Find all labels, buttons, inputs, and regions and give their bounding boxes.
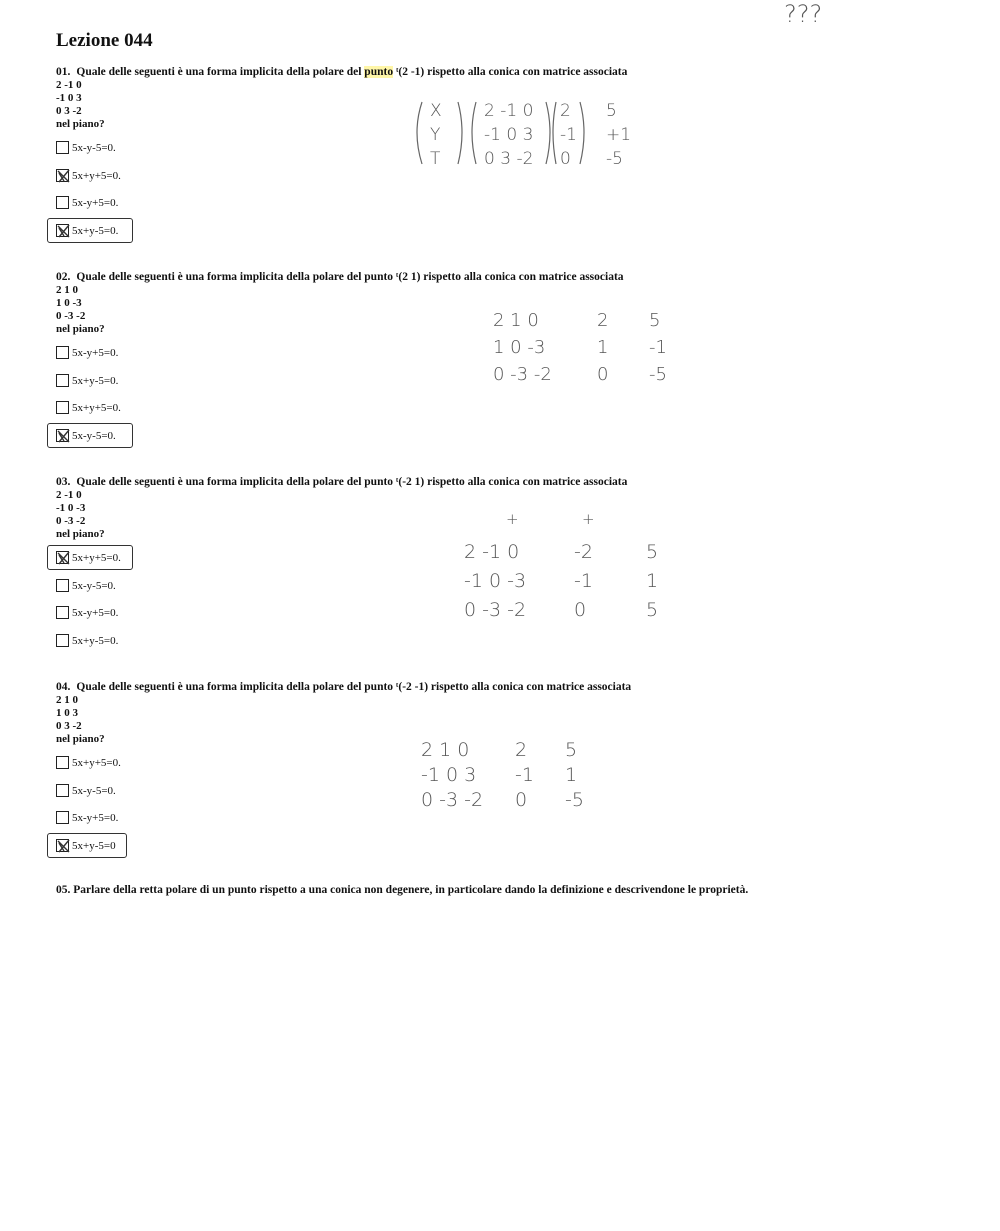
- handwritten-vector-entry: -1: [515, 764, 534, 786]
- handwritten-result-entry: 1: [565, 764, 578, 786]
- answer-option[interactable]: [56, 756, 716, 784]
- handwritten-mark: +: [506, 512, 519, 528]
- question-stem: [56, 681, 716, 694]
- question-tail: nel piano?: [56, 118, 105, 130]
- option-label: 5x+y-5=0.: [72, 374, 119, 387]
- question-block: [56, 681, 716, 866]
- question-text: Quale delle seguenti è una forma implicita della polare del punto ᵗ(-2 -1) rispetto alla conica con matrice associata: [76, 681, 632, 693]
- handwritten-result-entry: +1: [606, 125, 632, 145]
- checkbox[interactable]: [56, 606, 69, 619]
- answer-option[interactable]: [56, 196, 716, 224]
- checkbox[interactable]: [56, 756, 69, 769]
- checkbox[interactable]: [56, 346, 69, 359]
- handwritten-vector-entry: 2: [597, 310, 609, 331]
- answer-option[interactable]: [56, 224, 716, 252]
- lesson-title: Lezione 044: [56, 30, 153, 51]
- option-label: 5x+y+5=0.: [72, 757, 121, 769]
- handwritten-matrix-row: 0 -3 -2: [421, 789, 484, 811]
- handwritten-matrix-row: 0 -3 -2: [464, 599, 527, 621]
- handwritten-vector-entry: 0: [560, 149, 571, 169]
- handwritten-result-entry: -5: [565, 789, 584, 811]
- handwritten-work-q2: [485, 304, 705, 384]
- handwritten-matrix-row: 2 -1 0: [464, 541, 520, 563]
- matrix-row: 2 1 0: [56, 694, 78, 706]
- matrix-row: 1 0 -3: [56, 297, 82, 309]
- question-number: 04.: [56, 681, 71, 693]
- handwritten-vector-entry: 2: [515, 739, 528, 761]
- handwritten-circle: [47, 833, 127, 858]
- option-label: 5x-y+5=0.: [72, 197, 119, 209]
- highlighted-word: punto: [364, 66, 394, 78]
- handwritten-matrix-row: -1 0 3: [421, 764, 477, 786]
- handwritten-question-marks: ???: [784, 0, 823, 28]
- handwritten-variable: X: [430, 101, 442, 121]
- handwritten-result-entry: -5: [649, 364, 667, 384]
- question-text: Parlare della retta polare di un punto rispetto a una conica non degenere, in particolare dando la definizione e descrivendone le proprietà.: [73, 884, 749, 896]
- answer-option[interactable]: [56, 784, 716, 812]
- answer-option[interactable]: [56, 811, 716, 839]
- handwritten-work-q4: [415, 736, 615, 816]
- answer-options: [56, 756, 716, 866]
- option-label: 5x+y+5=0.: [72, 552, 121, 564]
- option-label: 5x+y-5=0.: [72, 634, 119, 647]
- option-label: 5x-y+5=0.: [72, 607, 119, 619]
- matrix-row: -1 0 -3: [56, 502, 86, 514]
- handwritten-top-marks: [780, 0, 860, 30]
- handwritten-result-entry: 5: [606, 101, 617, 121]
- checkbox[interactable]: [56, 634, 69, 647]
- handwritten-vector-entry: 1: [597, 337, 609, 358]
- option-label: 5x-y-5=0.: [72, 429, 116, 442]
- handwritten-matrix-row: 2 1 0: [421, 739, 470, 761]
- matrix-row: 0 3 -2: [56, 720, 82, 732]
- open-question: [56, 884, 748, 896]
- question-stem: [56, 66, 716, 79]
- question-tail: nel piano?: [56, 528, 105, 540]
- handwritten-matrix-row: -1 0 -3: [464, 570, 527, 592]
- option-label: 5x+y-5=0.: [72, 224, 119, 237]
- matrix-row: -1 0 3: [56, 92, 82, 104]
- question-tail: nel piano?: [56, 733, 105, 745]
- option-label: 5x-y+5=0.: [72, 347, 119, 359]
- handwritten-mark: +: [582, 512, 595, 528]
- answer-option[interactable]: [56, 429, 716, 457]
- handwritten-matrix-row: -1 0 3: [484, 125, 534, 145]
- option-label: 5x+y+5=0.: [72, 402, 121, 414]
- handwritten-vector-entry: -2: [574, 541, 593, 563]
- handwritten-work-q1: [410, 96, 670, 176]
- handwritten-result-entry: 5: [646, 541, 659, 563]
- checkbox[interactable]: [56, 579, 69, 592]
- checkbox[interactable]: [56, 374, 69, 387]
- checkbox[interactable]: [56, 811, 69, 824]
- cross-mark-icon: [56, 169, 71, 184]
- matrix-row: 2 1 0: [56, 284, 78, 296]
- handwritten-matrix-row: 0 -3 -2: [493, 364, 552, 384]
- option-label: 5x-y-5=0.: [72, 784, 116, 797]
- question-text: Quale delle seguenti è una forma implicita della polare del punto ᵗ(-2 1) rispetto alla conica con matrice associata: [76, 476, 628, 488]
- matrix-row: 0 -3 -2: [56, 515, 86, 527]
- question-number: 05.: [56, 884, 71, 896]
- handwritten-variable: T: [430, 149, 441, 169]
- answer-option[interactable]: [56, 401, 716, 429]
- handwritten-vector-entry: 0: [515, 789, 528, 811]
- question-tail: nel piano?: [56, 323, 105, 335]
- handwritten-result-entry: 5: [646, 599, 659, 621]
- checkbox[interactable]: [56, 401, 69, 414]
- answer-option[interactable]: [56, 634, 716, 662]
- matrix-row: 1 0 3: [56, 707, 78, 719]
- checkbox[interactable]: [56, 141, 69, 154]
- handwritten-result-entry: -1: [649, 337, 667, 358]
- question-stem: [56, 271, 716, 284]
- handwritten-result-entry: 5: [565, 739, 578, 761]
- option-label: 5x+y+5=0.: [72, 169, 121, 182]
- option-label: 5x-y+5=0.: [72, 812, 119, 824]
- handwritten-result-entry: 5: [649, 310, 661, 331]
- matrix-row: 0 -3 -2: [56, 310, 86, 322]
- handwritten-circle: [47, 545, 133, 570]
- handwritten-matrix-row: 1 0 -3: [493, 337, 546, 358]
- question-text-tail: ᵗ(2 -1) rispetto alla conica con matrice associata: [393, 66, 628, 78]
- handwritten-result-entry: -5: [606, 149, 623, 169]
- handwritten-vector-entry: 0: [574, 599, 587, 621]
- answer-option[interactable]: [56, 839, 716, 867]
- handwritten-matrix-row: 2 -1 0: [484, 101, 534, 121]
- matrix-row: 2 -1 0: [56, 489, 82, 501]
- question-text: Quale delle seguenti è una forma implicita della polare del: [76, 66, 365, 78]
- handwritten-variable: Y: [430, 125, 441, 145]
- handwritten-matrix-row: 0 3 -2: [484, 149, 534, 169]
- checkbox[interactable]: [56, 784, 69, 797]
- question-number: 03.: [56, 476, 71, 488]
- handwritten-vector-entry: 0: [597, 364, 609, 384]
- question-number: 01.: [56, 66, 71, 78]
- matrix-row: 0 3 -2: [56, 105, 82, 117]
- handwritten-work-q3: [450, 512, 690, 622]
- option-label: 5x-y-5=0.: [72, 142, 116, 154]
- question-stem: [56, 476, 716, 489]
- checkbox[interactable]: [56, 196, 69, 209]
- question-text: Quale delle seguenti è una forma implicita della polare del punto ᵗ(2 1) rispetto alla conica con matrice associata: [76, 271, 624, 283]
- handwritten-result-entry: 1: [646, 570, 659, 592]
- checkbox[interactable]: [56, 169, 69, 182]
- handwritten-circle: [47, 218, 133, 243]
- option-label: 5x-y-5=0.: [72, 579, 116, 592]
- question-number: 02.: [56, 271, 71, 283]
- handwritten-circle: [47, 423, 133, 448]
- option-label: 5x+y-5=0: [72, 839, 116, 852]
- handwritten-vector-entry: 2: [560, 101, 571, 121]
- handwritten-vector-entry: -1: [560, 125, 577, 145]
- handwritten-vector-entry: -1: [574, 570, 593, 592]
- matrix-row: 2 -1 0: [56, 79, 82, 91]
- handwritten-matrix-row: 2 1 0: [493, 310, 539, 331]
